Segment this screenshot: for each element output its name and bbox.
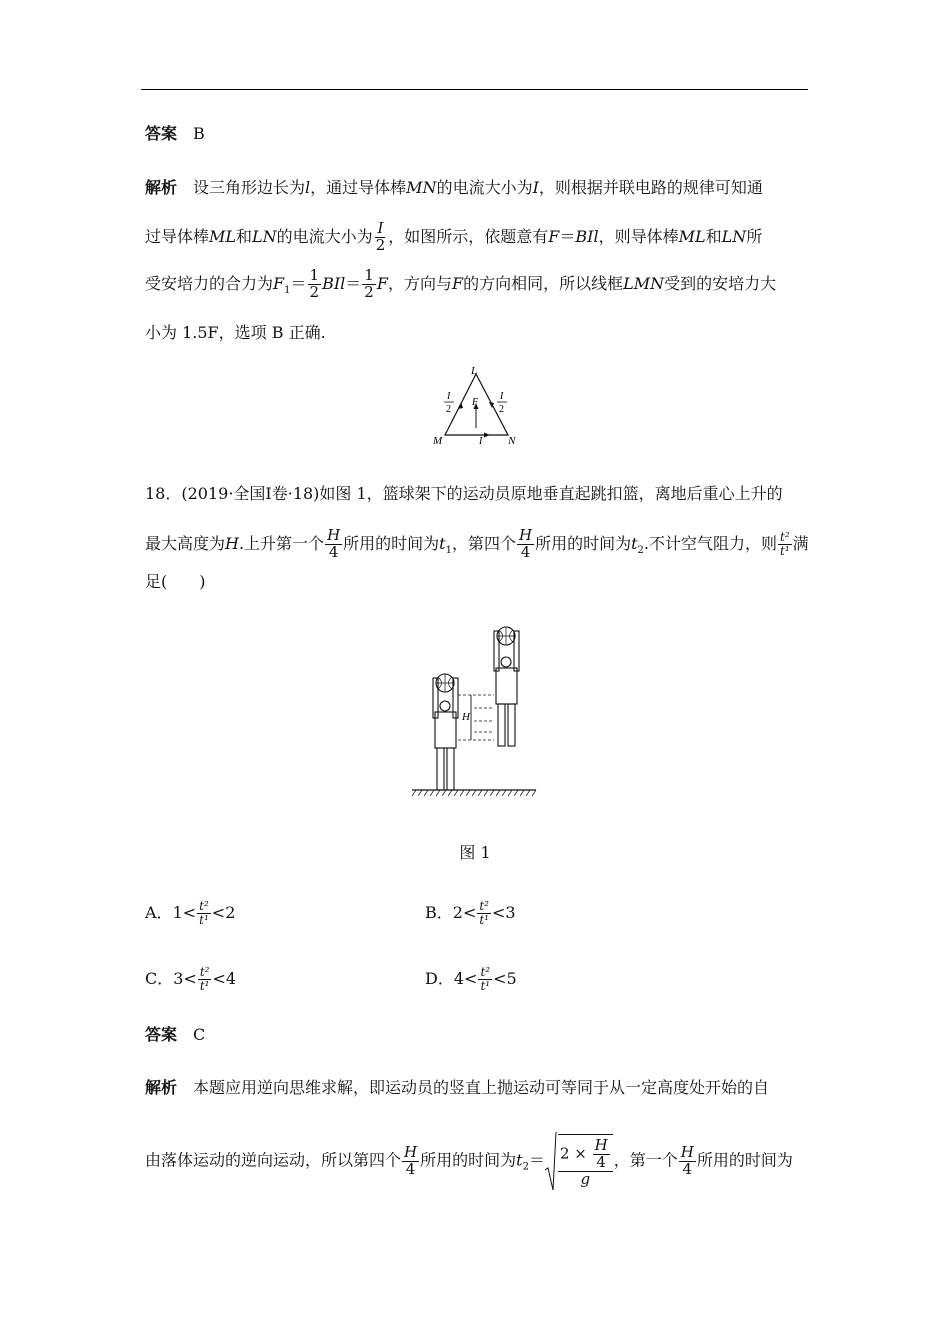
right-half-num: I xyxy=(500,391,504,402)
option-c[interactable]: C．3< $\frac{\text{t²}}{\text{t¹}}$ <4 xyxy=(145,965,237,993)
left-half-num: I xyxy=(447,391,451,402)
fraction-H-over-4-b: $\frac{H}{4}$ xyxy=(519,526,533,561)
radical-sign xyxy=(545,1130,557,1192)
player-jumping xyxy=(494,627,519,746)
player-standing xyxy=(433,674,458,790)
answer-line-1 xyxy=(145,126,205,142)
sqrt-expression: 2 × $\frac{H}{4}$ g xyxy=(545,1130,614,1192)
analysis2-line2: 由落体运动的逆向运动，所以第四个 $\frac{H}{4}$ 所用的时间为$t_2=$ 2 × $\frac{H}{4}$ g ，第一个 $\frac{H}{4}$ 所用的时间为 xyxy=(145,1130,793,1192)
option-a[interactable]: A．1< $\frac{\text{t²}}{\text{t¹}}$ <2 xyxy=(145,899,236,927)
question-line3: 足( ) xyxy=(145,572,206,591)
figure-caption: 图 1 xyxy=(459,843,491,862)
ground-hatch xyxy=(412,790,536,796)
answer-value: B xyxy=(193,124,205,143)
answer-value-2: C xyxy=(193,1025,206,1044)
analysis2-line1: 解析 本题应用逆向思维求解，即运动员的竖直上抛运动可等同于从一定高度处开始的自 xyxy=(145,1078,770,1097)
analysis1-line2: 过导体棒ML和LN的电流大小为 $\frac{I}{2}$ ，如图所示，依题意有F＝BIl，则导体棒ML和LN所 xyxy=(145,219,763,254)
fraction-half-2: $\frac{1}{2}$ xyxy=(364,266,374,301)
triangle-figure xyxy=(425,362,535,452)
answer-label-2: 答案 xyxy=(145,1025,178,1044)
figure-1 xyxy=(408,622,544,800)
left-half-den: 2 xyxy=(446,404,451,415)
analysis1-line1: 解析 设三角形边长为l，通过导体棒MN的电流大小为I，则根据并联电路的规律可知通 xyxy=(145,178,763,197)
analysis-label-2: 解析 xyxy=(145,1078,178,1097)
header-rule xyxy=(141,89,808,90)
analysis1-line3: 受安培力的合力为$F_1=$ $\frac{1}{2}$ BIl＝ $\frac{1}{2}$ F，方向与F的方向相同，所以线框LMN受到的安培力大 xyxy=(145,266,777,301)
question-line1: 18．(2019·全国Ⅰ卷·18)如图 1，篮球架下的运动员原地垂直起跳扣篮，离地后重心上升的 xyxy=(145,484,783,503)
option-d[interactable]: D．4< $\frac{\text{t²}}{\text{t¹}}$ <5 xyxy=(425,965,517,993)
ratio-t2-t1: $\frac{\text{t²}}{\text{t¹}}$ xyxy=(780,530,790,558)
analysis-label: 解析 xyxy=(145,178,178,197)
fraction-half: $\frac{1}{2}$ xyxy=(309,266,320,301)
fraction-H-over-4: $\frac{H}{4}$ xyxy=(327,526,341,561)
option-b[interactable]: B．2< $\frac{\text{t²}}{\text{t¹}}$ <3 xyxy=(425,899,516,927)
fraction-I-over-2: $\frac{I}{2}$ xyxy=(375,219,386,254)
vertex-label-L: L xyxy=(471,365,478,377)
vertex-label-N: N xyxy=(508,435,516,447)
right-half-den: 2 xyxy=(499,404,504,415)
force-label: F xyxy=(472,397,479,408)
current-label-bottom: I xyxy=(479,436,483,447)
answer-label: 答案 xyxy=(145,124,178,143)
question-line2: 最大高度为H.上升第一个 $\frac{H}{4}$ 所用的时间为$t_1$，第四个 $\frac{H}{4}$ 所用的时间为$t_2$.不计空气阻力，则 $\frac{\text{t²}}{\text{t¹}}$ 满 xyxy=(145,526,809,561)
current-arrowhead-left xyxy=(458,402,463,409)
current-arrowhead-bottom xyxy=(484,433,490,438)
height-label: H xyxy=(462,711,470,723)
answer-line-2 xyxy=(145,1027,205,1043)
analysis1-line4: 小为 1.5F，选项 B 正确. xyxy=(145,323,326,342)
vertex-label-M: M xyxy=(433,435,443,447)
